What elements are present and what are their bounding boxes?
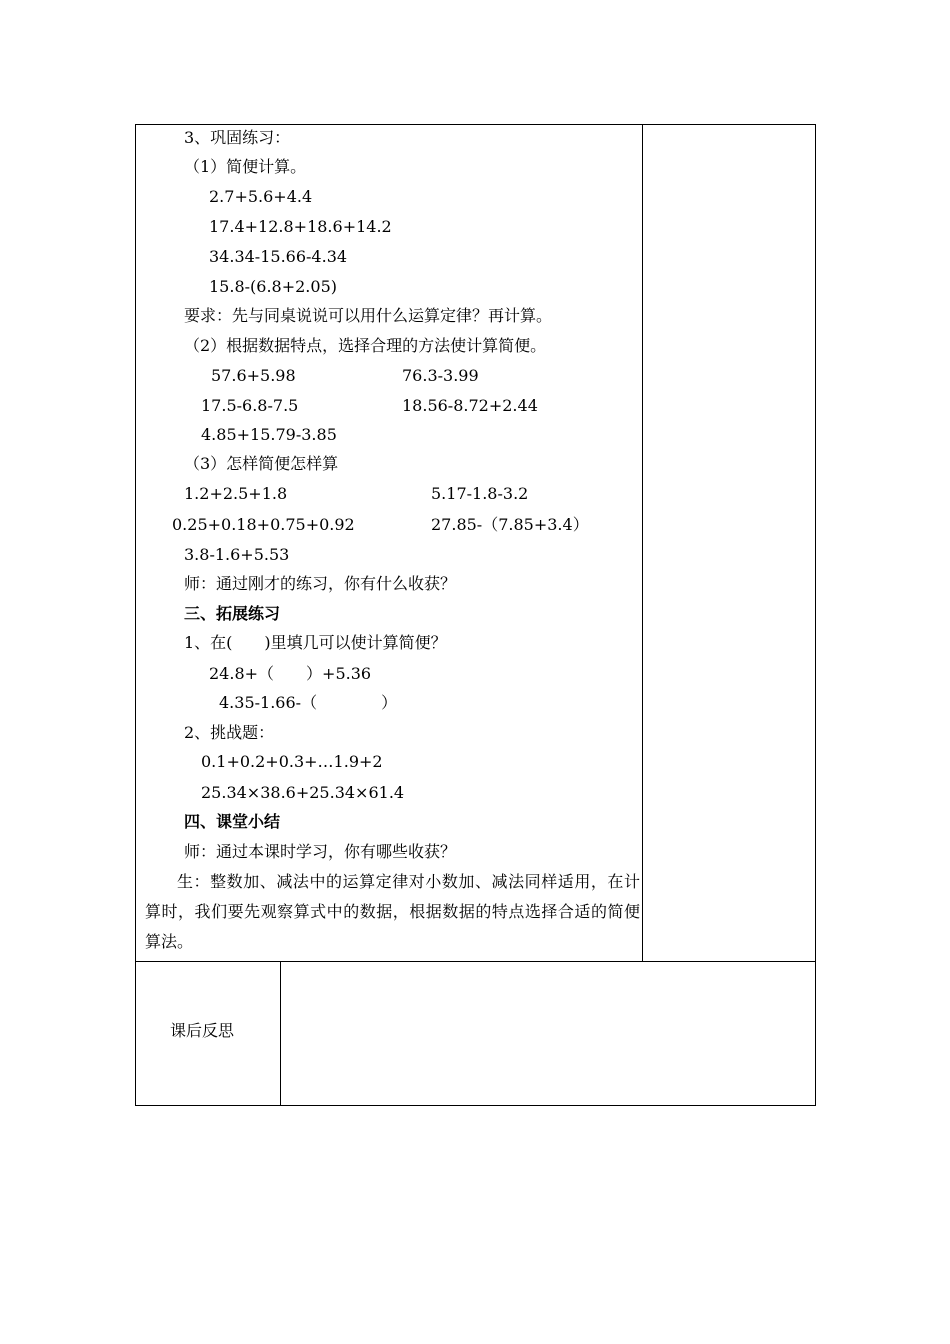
extension-2-title: 2、挑战题：	[184, 723, 275, 742]
exercise-2-item-4: 18.56-8.72+2.44	[402, 396, 538, 415]
extension-1-item-2: 4.35-1.66-（ ）	[219, 693, 398, 712]
column-divider-upper	[642, 124, 643, 962]
extension-1-title: 1、在( )里填几可以使计算简便？	[184, 633, 447, 652]
exercise-3-title: （3）怎样简便怎样算	[184, 454, 339, 473]
exercise-2-item-1: 57.6+5.98	[211, 366, 296, 385]
teacher-question-2: 师：通过本课时学习，你有哪些收获？	[184, 842, 457, 861]
teacher-question-1: 师：通过刚才的练习，你有什么收获？	[184, 574, 457, 593]
extension-2-item-2: 25.34×38.6+25.34×61.4	[201, 783, 405, 802]
exercise-2-title: （2）根据数据特点，选择合理的方法使计算简便。	[184, 336, 547, 355]
extension-2-item-1: 0.1+0.2+0.3+…1.9+2	[201, 752, 383, 771]
exercise-1-item-1: 2.7+5.6+4.4	[209, 187, 313, 206]
requirement-text: 要求：先与同桌说说可以用什么运算定律？再计算。	[184, 306, 553, 325]
section-summary-title: 四、课堂小结	[184, 812, 281, 831]
exercise-2-item-5: 4.85+15.79-3.85	[201, 425, 337, 444]
exercise-3-item-2: 5.17-1.8-3.2	[431, 484, 529, 503]
exercise-1-title: （1）简便计算。	[184, 157, 307, 176]
exercise-1-item-4: 15.8-(6.8+2.05)	[209, 277, 337, 296]
exercise-3-item-1: 1.2+2.5+1.8	[184, 484, 288, 503]
exercise-2-item-2: 76.3-3.99	[402, 366, 479, 385]
student-answer: 生：整数加、减法中的运算定律对小数加、减法同样适用，在计算时，我们要先观察算式中的数据，根据数据的特点选择合适的简便算法。	[145, 872, 640, 951]
section-extension-title: 三、拓展练习	[184, 604, 281, 623]
extension-1-item-1: 24.8+（ ）+5.36	[209, 664, 372, 683]
exercise-3-item-4: 27.85-（7.85+3.4）	[431, 515, 589, 534]
reflection-content-cell[interactable]	[281, 962, 815, 1105]
exercise-2-item-3: 17.5-6.8-7.5	[201, 396, 299, 415]
reflection-label: 课后反思	[170, 1021, 235, 1040]
exercise-3-item-5: 3.8-1.6+5.53	[184, 545, 290, 564]
section-consolidation-title: 3、巩固练习：	[184, 128, 291, 147]
exercise-3-item-3: 0.25+0.18+0.75+0.92	[172, 515, 355, 534]
exercise-1-item-2: 17.4+12.8+18.6+14.2	[209, 217, 392, 236]
exercise-1-item-3: 34.34-15.66-4.34	[209, 247, 348, 266]
